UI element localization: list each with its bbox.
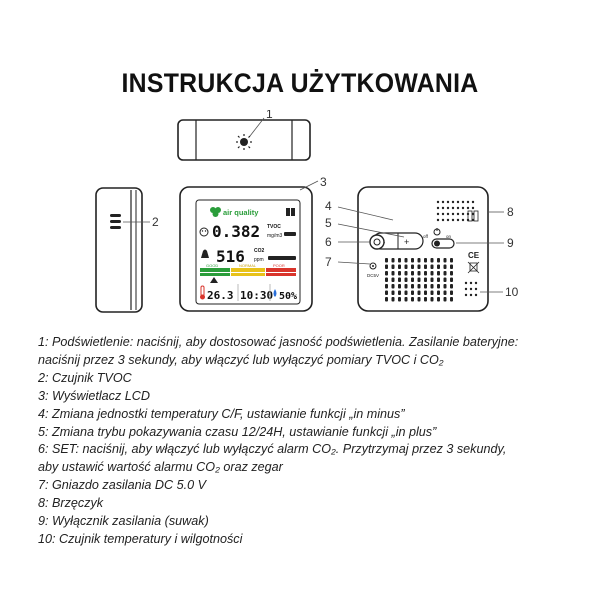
vent-slot <box>424 265 427 270</box>
buzzer-hole <box>457 207 459 209</box>
sensor-hole <box>470 294 472 296</box>
vent-slot <box>431 258 434 263</box>
vent-slot <box>405 265 408 270</box>
switch-off-label: off <box>423 234 428 239</box>
vent-slot <box>444 297 447 302</box>
vent-slot <box>411 265 414 270</box>
callout-10: 10 <box>505 285 519 299</box>
vent-slot <box>418 271 421 276</box>
co2-trend-icon <box>268 256 296 260</box>
switch-on-label: on <box>446 234 452 239</box>
buzzer-hole <box>447 201 449 203</box>
buzzer-hole <box>457 219 459 221</box>
vent-slot <box>424 271 427 276</box>
buzzer-hole <box>452 219 454 221</box>
front-view <box>180 175 327 311</box>
instruction-line: 2: Czujnik TVOC <box>38 370 132 385</box>
vent-slot <box>450 265 453 270</box>
vent-slot <box>385 265 388 270</box>
vent-slot <box>405 297 408 302</box>
callout-6: 6 <box>325 235 332 249</box>
temperature-humidity-sensor-grille <box>465 282 477 296</box>
sensor-hole <box>475 282 477 284</box>
vent-slot <box>437 284 440 289</box>
tvoc-value: 0.382 <box>212 222 261 241</box>
vent-slot <box>418 297 421 302</box>
vent-slot <box>444 278 447 283</box>
vent-slot <box>444 271 447 276</box>
vent-slot <box>411 297 414 302</box>
vent-slot <box>444 284 447 289</box>
vent-slot <box>398 265 401 270</box>
vent-slot <box>418 258 421 263</box>
buzzer-hole <box>452 207 454 209</box>
callout-9: 9 <box>507 236 514 250</box>
vent-slot <box>418 278 421 283</box>
vent-slot <box>444 291 447 296</box>
vent-slot <box>405 291 408 296</box>
buzzer-hole <box>472 201 474 203</box>
scale-normal: NORMAL <box>239 263 257 268</box>
vent-slot <box>418 284 421 289</box>
tvoc-trend-icon <box>284 232 296 236</box>
set-button[interactable] <box>370 235 384 249</box>
vent-slot <box>392 265 395 270</box>
vent-slot <box>411 284 414 289</box>
buzzer-hole <box>452 213 454 215</box>
vent-slot <box>450 271 453 276</box>
vent-slot <box>411 258 414 263</box>
vent-slot <box>398 258 401 263</box>
page-title: INSTRUKCJA UŻYTKOWANIA <box>121 68 479 98</box>
buzzer-hole <box>457 213 459 215</box>
vent-slot <box>431 291 434 296</box>
buzzer-hole <box>442 201 444 203</box>
vent-slot <box>424 297 427 302</box>
dc-label: DC5V <box>367 273 380 278</box>
buzzer-hole <box>462 201 464 203</box>
tvoc-sensor-vents <box>110 214 121 229</box>
vent-slot <box>411 271 414 276</box>
vent-slot <box>392 297 395 302</box>
vent-slot <box>398 291 401 296</box>
vent-slot <box>398 284 401 289</box>
instruction-line: 7: Gniazdo zasilania DC 5.0 V <box>38 478 207 493</box>
sensor-hole <box>470 282 472 284</box>
vent-slot <box>424 291 427 296</box>
instruction-line: 10: Czujnik temperatury i wilgotności <box>38 531 243 546</box>
buzzer-hole <box>447 219 449 221</box>
vent-slot <box>450 297 453 302</box>
plus-icon: + <box>404 237 410 247</box>
lcd-brand: air quality <box>223 208 259 217</box>
vent-slot <box>385 291 388 296</box>
callout-3: 3 <box>320 175 327 189</box>
vent-slot <box>385 258 388 263</box>
callout-7: 7 <box>325 255 332 269</box>
instruction-line: aby ustawić wartość alarmu CO₂ oraz zegar <box>38 460 283 475</box>
temperature-value: 26.3 <box>207 289 234 302</box>
vent-slot <box>431 284 434 289</box>
instruction-line: naciśnij przez 3 sekundy, aby włączyć lub wyłączyć pomiary TVOC i CO₂ <box>38 352 444 367</box>
vent-slot <box>405 271 408 276</box>
scale-poor: POOR <box>273 263 285 268</box>
buzzer-hole <box>437 219 439 221</box>
instruction-line: 9: Wyłącznik zasilania (suwak) <box>38 514 209 529</box>
instruction-line: 6: SET: naciśnij, aby włączyć lub wyłączyć alarm CO₂. Przytrzymaj przez 3 sekundy, <box>38 442 507 457</box>
vent-slot <box>392 271 395 276</box>
vent-slot <box>424 258 427 263</box>
sensor-hole <box>475 294 477 296</box>
vent-slot <box>444 265 447 270</box>
buzzer-hole <box>442 219 444 221</box>
vent-slot <box>398 297 401 302</box>
buzzer-hole <box>462 219 464 221</box>
back-view <box>325 187 519 311</box>
buzzer-hole <box>437 213 439 215</box>
callout-1: 1 <box>266 110 273 121</box>
vent-slot <box>392 278 395 283</box>
sensor-hole <box>475 288 477 290</box>
sensor-hole <box>465 294 467 296</box>
vent-slot <box>385 278 388 283</box>
buzzer-hole <box>447 207 449 209</box>
vent-slot <box>405 258 408 263</box>
side-view <box>96 188 159 312</box>
vent-slot <box>418 291 421 296</box>
buzzer-hole <box>437 207 439 209</box>
vent-slot <box>424 278 427 283</box>
vent-slot <box>385 271 388 276</box>
vent-slot <box>405 284 408 289</box>
buzzer-hole <box>437 201 439 203</box>
callout-4: 4 <box>325 199 332 213</box>
buzzer-hole <box>467 207 469 209</box>
time-value: 10:30 <box>240 289 274 302</box>
vent-slot <box>431 271 434 276</box>
callout-5: 5 <box>325 216 332 230</box>
vent-slot <box>450 278 453 283</box>
vent-slot <box>437 265 440 270</box>
callout-2: 2 <box>152 215 159 229</box>
vent-slot <box>411 291 414 296</box>
sensor-hole <box>470 288 472 290</box>
buzzer-hole <box>442 213 444 215</box>
buzzer-hole <box>447 213 449 215</box>
co2-unit: ppm <box>254 257 264 263</box>
buzzer-hole <box>472 207 474 209</box>
buzzer-hole <box>462 213 464 215</box>
vent-slot <box>411 278 414 283</box>
instruction-line: 3: Wyświetlacz LCD <box>38 388 150 403</box>
instruction-line: 5: Zmiana trybu pokazywania czasu 12/24H, ustawianie funkcji „in plus” <box>38 424 437 439</box>
vent-slot <box>418 265 421 270</box>
vent-slot <box>431 297 434 302</box>
vent-slot <box>437 258 440 263</box>
buzzer-hole <box>452 201 454 203</box>
device-diagram <box>0 110 600 330</box>
buzzer-hole <box>442 207 444 209</box>
humidity-value: 50% <box>279 291 298 302</box>
vent-slot <box>450 291 453 296</box>
vent-slot <box>431 278 434 283</box>
co2-label: CO2 <box>254 248 265 254</box>
scale-good: GOOD <box>206 263 219 268</box>
instructions-list <box>38 334 593 549</box>
vent-slot <box>398 278 401 283</box>
vent-slot <box>450 258 453 263</box>
vent-slot <box>437 278 440 283</box>
instruction-line: 8: Brzęczyk <box>38 496 104 511</box>
vent-slot <box>431 265 434 270</box>
co2-value: 516 <box>216 247 245 266</box>
vent-slot <box>444 258 447 263</box>
vent-slot <box>392 258 395 263</box>
vent-slot <box>450 284 453 289</box>
buzzer-hole <box>462 207 464 209</box>
instruction-line: 4: Zmiana jednostki temperatury C/F, ustawianie funkcji „in minus” <box>38 406 405 421</box>
top-view <box>178 110 310 160</box>
vent-slot <box>437 291 440 296</box>
vent-slot <box>424 284 427 289</box>
sensor-hole <box>465 282 467 284</box>
vent-slot <box>385 297 388 302</box>
buzzer-hole <box>467 201 469 203</box>
ce-mark-icon: CE <box>468 251 480 260</box>
sensor-hole <box>465 288 467 290</box>
buzzer-hole <box>457 201 459 203</box>
callout-8: 8 <box>507 205 514 219</box>
vent-slot <box>437 271 440 276</box>
vent-slot <box>385 284 388 289</box>
tvoc-label: TVOC <box>267 224 281 230</box>
instruction-line: 1: Podświetlenie: naciśnij, aby dostosować jasność podświetlenia. Zasilanie bateryjne: <box>38 335 519 349</box>
vent-slot <box>405 278 408 283</box>
vent-slot <box>398 271 401 276</box>
vent-slot <box>437 297 440 302</box>
vent-slot <box>392 284 395 289</box>
vent-slot <box>392 291 395 296</box>
tvoc-unit: mg/m3 <box>267 233 283 239</box>
